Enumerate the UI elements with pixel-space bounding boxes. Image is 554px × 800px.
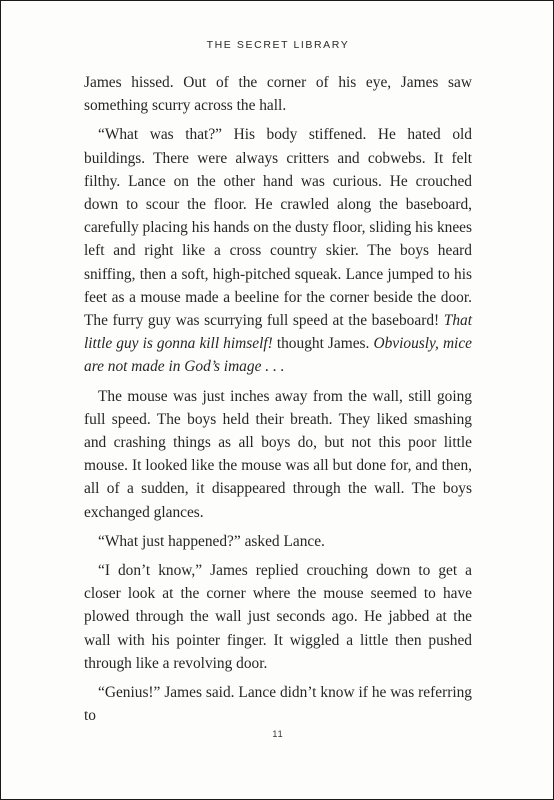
paragraph — [84, 530, 472, 553]
italic-text: That little guy is gonna kill himself! — [84, 312, 472, 353]
italic-text: Obviously, mice are not made in God’s image . . . — [84, 335, 472, 376]
paragraph — [84, 681, 472, 727]
running-head: THE SECRET LIBRARY — [206, 39, 350, 51]
text-run: thought James. — [272, 335, 374, 353]
text-run: “Genius!” James said. Lance didn’t know if he was referring to — [84, 684, 472, 725]
text-run: James hissed. Out of the corner of his eye, James saw something scurry across the hall. — [84, 74, 472, 115]
paragraph — [84, 559, 472, 675]
body-text — [84, 71, 472, 733]
paragraph — [84, 71, 472, 117]
paragraph — [84, 385, 472, 524]
text-run: The mouse was just inches away from the wall, still going full speed. The boys held their breath. They liked smashing and crashing things as all boys do, but not this poor little mouse. It looked like the mouse was all but done for, and then, all of a sudden, it disappeared through the wall. The boys exchanged glances. — [84, 387, 472, 521]
paragraph — [84, 123, 472, 378]
text-run: “What was that?” His body stiffened. He hated old buildings. There were always critters and cobwebs. It felt filthy. Lance on the other hand was curious. He crouched down to scour the floor. He crawled along the baseboard, carefully placing his hands on the dusty floor, sliding his knees left and right like a cross country skier. The boys heard sniffing, then a soft, high-pitched squeak. Lance jumped to his feet as a mouse made a beeline for the corner beside the door. The furry guy was scurrying full speed at the baseboard! — [84, 126, 472, 330]
text-run: “What just happened?” asked Lance. — [98, 532, 325, 550]
page-number: 11 — [272, 729, 284, 739]
text-run: “I don’t know,” James replied crouching down to get a closer look at the corner where the mouse seemed to have plowed through the wall just seconds ago. He jabbed at the wall with his pointer finger. It wiggled a little then pushed through like a revolving door. — [84, 562, 472, 672]
